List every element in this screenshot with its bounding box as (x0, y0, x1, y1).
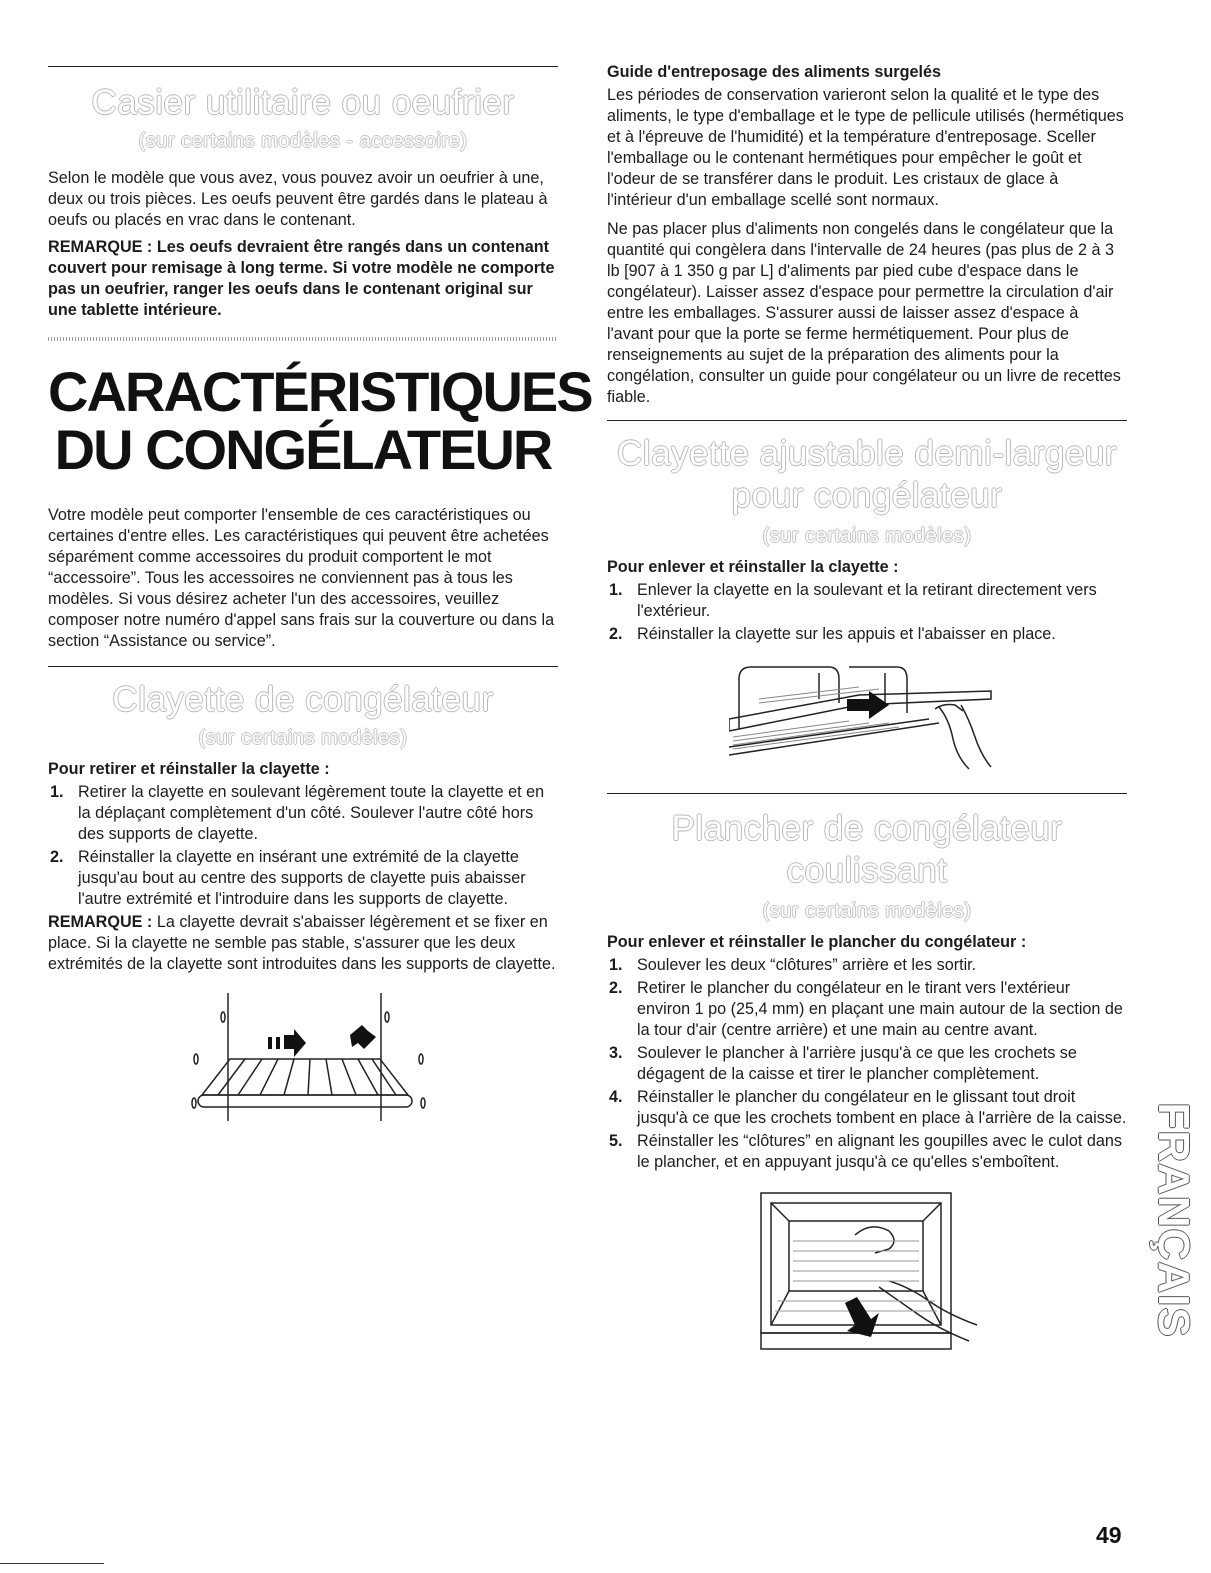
egg-note: REMARQUE : Les oeufs devraient être rangés dans un contenant couvert pour remisage à long terme. Si votre modèle ne comporte pas un oeufrier, ranger les oeufs dans le contenant original sur une tablette intérieure. (48, 238, 555, 319)
step-text: Soulever le plancher à l'arrière jusqu'à ce que les crochets se dégagent de la caisse et tirer le plancher complètement. (637, 1044, 1077, 1083)
freezer-floor-illustration (759, 1191, 979, 1351)
half-shelf-rule (607, 420, 1127, 421)
step-number: 1. (609, 956, 623, 974)
step-number: 1. (50, 783, 64, 801)
list-item (607, 1043, 1127, 1085)
shelf-rule (48, 666, 558, 667)
language-side-tab (1143, 1085, 1203, 1355)
step-number: 3. (609, 1044, 623, 1062)
floor-rule (607, 793, 1127, 794)
page-number: 49 (1096, 1522, 1122, 1548)
step-number: 5. (609, 1132, 623, 1150)
main-title-line1: CARACTÉRISTIQUES (48, 360, 592, 423)
step-number: 4. (609, 1088, 623, 1106)
half-shelf-illustration (729, 659, 1009, 771)
list-item (607, 580, 1127, 622)
list-item (607, 624, 1127, 645)
shelf-note-text: La clayette devrait s'abaisser légèrement et se fixer en place. Si la clayette ne semble pas stable, s'assurer que les deux extrémités de la clayette sont introduites dans les supports de clayette. (48, 913, 556, 973)
shelf-steps (48, 782, 558, 910)
shelf-heading: Pour retirer et réinstaller la clayette : (48, 760, 330, 778)
list-item (607, 1131, 1127, 1173)
half-shelf-title-line1: Clayette ajustable demi-largeur (617, 434, 1117, 473)
step-text: Soulever les deux “clôtures” arrière et les sortir. (637, 956, 977, 974)
half-shelf-subtitle: (sur certains modèles) (762, 525, 972, 547)
floor-section-subtitle: (sur certains modèles) (762, 900, 972, 922)
shelf-section-title: Clayette de congélateur (112, 680, 494, 719)
top-rule (48, 66, 558, 67)
shelf-section-subtitle: (sur certains modèles) (198, 727, 408, 749)
step-number: 2. (50, 848, 64, 866)
floor-steps (607, 955, 1127, 1173)
step-number: 1. (609, 581, 623, 599)
list-item (607, 1087, 1127, 1129)
step-text: Réinstaller la clayette en insérant une extrémité de la clayette jusqu'au bout au centre des supports de clayette puis abaisser l'autre extrémité et l'introduire dans les supports de clayette. (78, 848, 526, 908)
egg-section-subtitle: (sur certains modèles - accessoire) (138, 130, 468, 152)
list-item (48, 847, 558, 910)
guide-paragraph-1: Les périodes de conservation varieront selon la qualité et le type des aliments, le type d'emballage et le type de pellicule utilisés (hermétiques et à l'épreuve de l'humidité) et la température d'entreposage. Sceller l'emballage ou le contenant hermétiques pour empêcher le goût et l'odeur de se transférer dans le produit. Les cristaux de glace à l'intérieur d'un emballage scellé sont normaux. (607, 86, 1124, 209)
shelf-note-label: REMARQUE : (48, 913, 153, 931)
floor-section-title: Plancher de congélateur coulissant (671, 809, 1063, 890)
bottom-edge-line (0, 1563, 104, 1564)
step-text: Retirer la clayette en soulevant légèrement toute la clayette et en la déplaçant complètement d'un côté. Soulever l'autre côté hors des supports de clayette. (78, 783, 545, 843)
step-number: 2. (609, 979, 623, 997)
half-shelf-steps (607, 580, 1127, 645)
half-shelf-title-line2: pour congélateur (731, 476, 1003, 515)
guide-heading: Guide d'entreposage des aliments surgelés (607, 63, 942, 81)
guide-paragraph-2: Ne pas placer plus d'aliments non congelés dans le congélateur que la quantité qui congèlera dans l'intervalle de 24 heures (pas plus de 2 à 3 lb [907 à 1 350 g par L] d'aliments par pied cube d'espace dans le congélateur). Laisser assez d'espace pour permettre la circulation d'air entre les emballages. S'assurer aussi de laisser assez d'espace à l'avant pour que la porte se ferme hermétiquement. Pour plus de renseignements au sujet de la préparation des aliments pour la congélation, consulter un guide pour congélateur ou un livre de recettes fiable. (607, 220, 1121, 406)
intro-paragraph: Votre modèle peut comporter l'ensemble de ces caractéristiques ou certaines d'entre elles. Les caractéristiques qui peuvent être achetées séparément comme accessoires du produit comportent le mot “accessoire”. Tous les accessoires ne conviennent pas à tous les modèles. Si vous désirez acheter l'un des accessoires, veuillez composer notre numéro d'appel sans frais sur la couverture ou dans la section “Assistance ou service”. (48, 506, 555, 650)
floor-heading: Pour enlever et réinstaller le plancher du congélateur : (607, 933, 1027, 951)
main-title-line2: DU CONGÉLATEUR (54, 418, 552, 481)
egg-section-title: Casier utilitaire ou oeufrier (91, 83, 515, 122)
half-shelf-heading: Pour enlever et réinstaller la clayette : (607, 558, 899, 576)
egg-body: Selon le modèle que vous avez, vous pouvez avoir un oeufrier à une, deux ou trois pièces. Les oeufs peuvent être gardés dans le plateau à oeufs ou placés en vrac dans le contenant. (48, 169, 548, 229)
side-tab-label: FRANÇAIS (1149, 1102, 1198, 1338)
list-item (607, 955, 1127, 976)
left-column (48, 0, 592, 1121)
list-item (48, 782, 558, 845)
step-text: Enlever la clayette en la soulevant et la retirant directement vers l'extérieur. (637, 581, 1097, 620)
freezer-shelf-illustration (180, 991, 430, 1121)
list-item (607, 978, 1127, 1041)
hatched-divider (48, 337, 558, 341)
step-text: Réinstaller le plancher du congélateur en le glissant tout droit jusqu'à ce que les crochets tombent en place à l'arrière de la caisse. (637, 1088, 1127, 1127)
step-text: Réinstaller la clayette sur les appuis et l'abaisser en place. (637, 625, 1056, 643)
step-text: Réinstaller les “clôtures” en alignant les goupilles avec le culot dans le plancher, et en appuyant jusqu'à ce qu'elles s'emboîtent. (637, 1132, 1122, 1171)
shelf-note (48, 912, 558, 975)
step-number: 2. (609, 625, 623, 643)
step-text: Retirer le plancher du congélateur en le tirant vers l'extérieur environ 1 po (25,4 mm) en plaçant une main autour de la section de la tour d'air (centre arrière) et une main au centre avant. (637, 979, 1123, 1039)
right-column (607, 0, 1127, 1351)
